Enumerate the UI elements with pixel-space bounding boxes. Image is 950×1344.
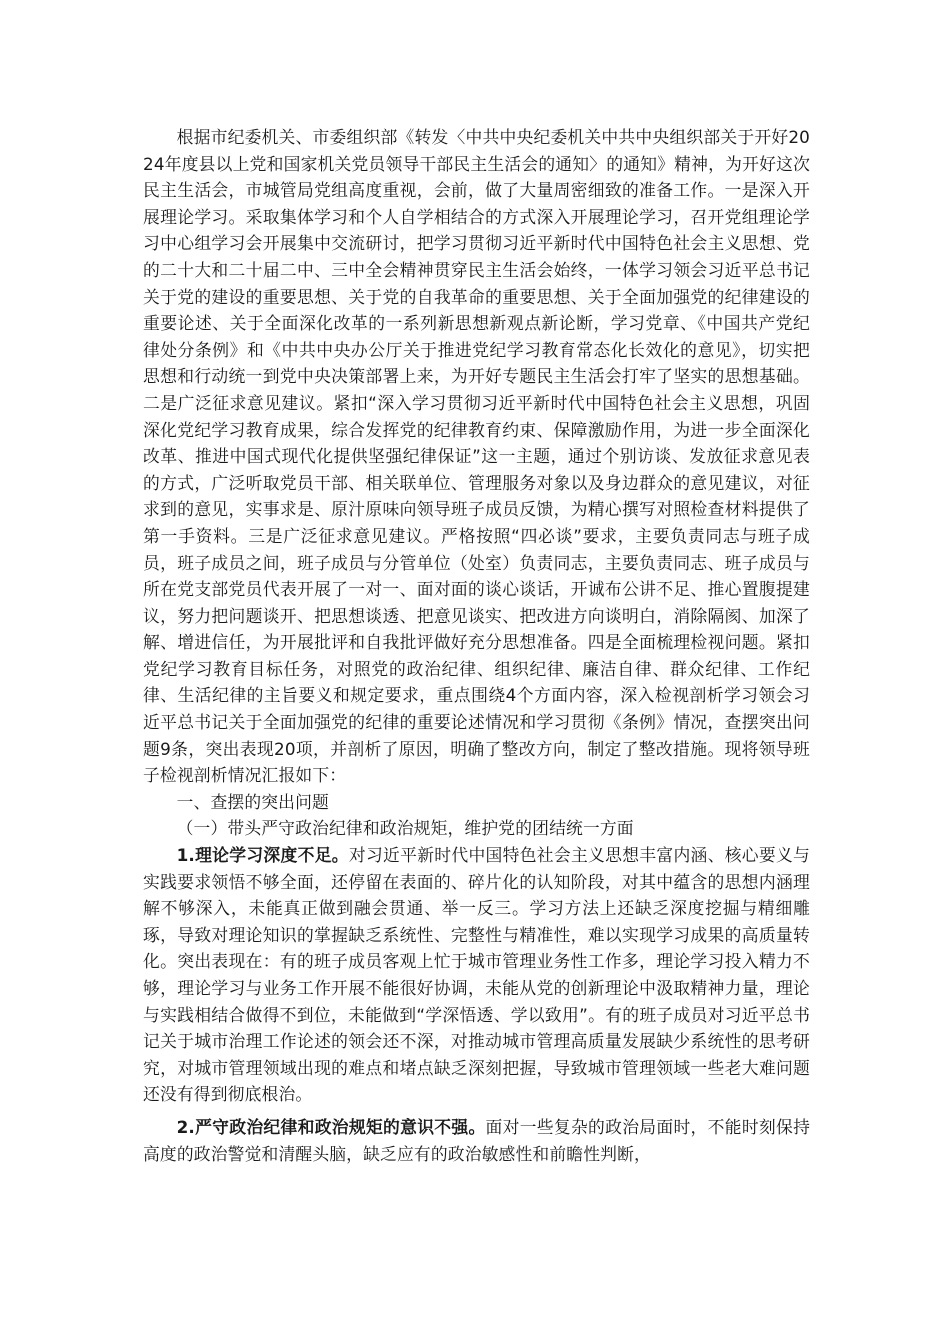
item-1-text: 对习近平新时代中国特色社会主义思想丰富内涵、核心要义与实践要求领悟不够全面，还停留在表面的、碎片化的认知阶段，对其中蕴含的思想内涵理解不够深入，未能真正做到融会贯通、举一反三。学习方法上还缺乏深度挖掘与精细雕琢，导致对理论知识的掌握缺乏系统性、完整性与精准性，难以实现学习成果的高质量转化。突出表现在：有的班子成员客观上忙于城市管理业务性工作多，理论学习投入精力不够，理论学习与业务工作开展不能很好协调，未能从党的创新理论中汲取精神力量，理论与实践相结合做得不到位，未能做到“学深悟透、学以致用”。有的班子成员对习近平总书记关于城市治理工作论述的领会还不深，对推动城市管理高质量发展缺少系统性的思考研究，对城市管理领域出现的难点和堵点缺乏深刻把握，导致城市管理领域一些老大难问题还没有得到彻底根治。 <box>143 845 810 1105</box>
item-2-text: 面对一些复杂的政治局面时，不能时刻保持高度的政治警觉和清醒头脑，缺乏应有的政治敏感性和前瞻性判断， <box>143 1116 810 1164</box>
section-heading: 一、查摆的突出问题 <box>176 791 329 812</box>
document-body <box>143 124 810 1167</box>
item-2-paragraph <box>143 1114 810 1167</box>
intro-paragraph: 根据市纪委机关、市委组织部《转发〈中共中央纪委机关中共中央组织部关于开好2024年度县以上党和国家机关党员领导干部民主生活会的通知〉的通知》精神，为开好这次民主生活会，市城管局党组高度重视，会前，做了大量周密细致的准备工作。一是深入开展理论学习。采取集体学习和个人自学相结合的方式深入开展理论学习，召开党组理论学习中心组学习会开展集中交流研讨，把学习贯彻习近平新时代中国特色社会主义思想、党的二十大和二十届二中、三中全会精神贯穿民主生活会始终，一体学习领会习近平总书记关于党的建设的重要思想、关于党的自我革命的重要思想、关于全面加强党的纪律建设的重要论述、关于全面深化改革的一系列新思想新观点新论断，学习党章、《中国共产党纪律处分条例》和《中共中央办公厅关于推进党纪学习教育常态化长效化的意见》，切实把思想和行动统一到党中央决策部署上来，为开好专题民主生活会打牢了坚实的思想基础。二是广泛征求意见建议。紧扣“深入学习贯彻习近平新时代中国特色社会主义思想，巩固深化党纪学习教育成果，综合发挥党的纪律教育约束、保障激励作用，为进一步全面深化改革、推进中国式现代化提供坚强纪律保证”这一主题，通过个别访谈、发放征求意见表的方式，广泛听取党员干部、相关联单位、管理服务对象以及身边群众的意见建议，对征求到的意见，实事求是、原汁原味向领导班子成员反馈，为精心撰写对照检查材料提供了第一手资料。三是广泛征求意见建议。严格按照“四必谈”要求，主要负责同志与班子成员，班子成员之间，班子成员与分管单位（处室）负责同志，主要负责同志、班子成员与所在党支部党员代表开展了一对一、面对面的谈心谈话，开诚布公讲不足、推心置腹提建议，努力把问题谈开、把思想谈透、把意见谈实、把改进方向谈明白，消除隔阂、加深了解、增进信任，为开展批评和自我批评做好充分思想准备。四是全面梳理检视问题。紧扣党纪学习教育目标任务，对照党的政治纪律、组织纪律、廉洁自律、群众纪律、工作纪律、生活纪律的主旨要义和规定要求，重点围绕4个方面内容，深入检视剖析学习领会习近平总书记关于全面加强党的纪律的重要论述情况和学习贯彻《条例》情况，查摆突出问题9条，突出表现20项，并剖析了原因，明确了整改方向，制定了整改措施。现将领导班子检视剖析情况汇报如下： <box>143 127 810 786</box>
item-2-lead: 2.严守政治纪律和政治规矩的意识不强。 <box>176 1116 486 1137</box>
item-1-lead: 1.理论学习深度不足。 <box>176 845 349 866</box>
item-1-paragraph <box>143 842 810 1108</box>
subsection-heading: （一）带头严守政治纪律和政治规矩，维护党的团结统一方面 <box>176 818 634 839</box>
